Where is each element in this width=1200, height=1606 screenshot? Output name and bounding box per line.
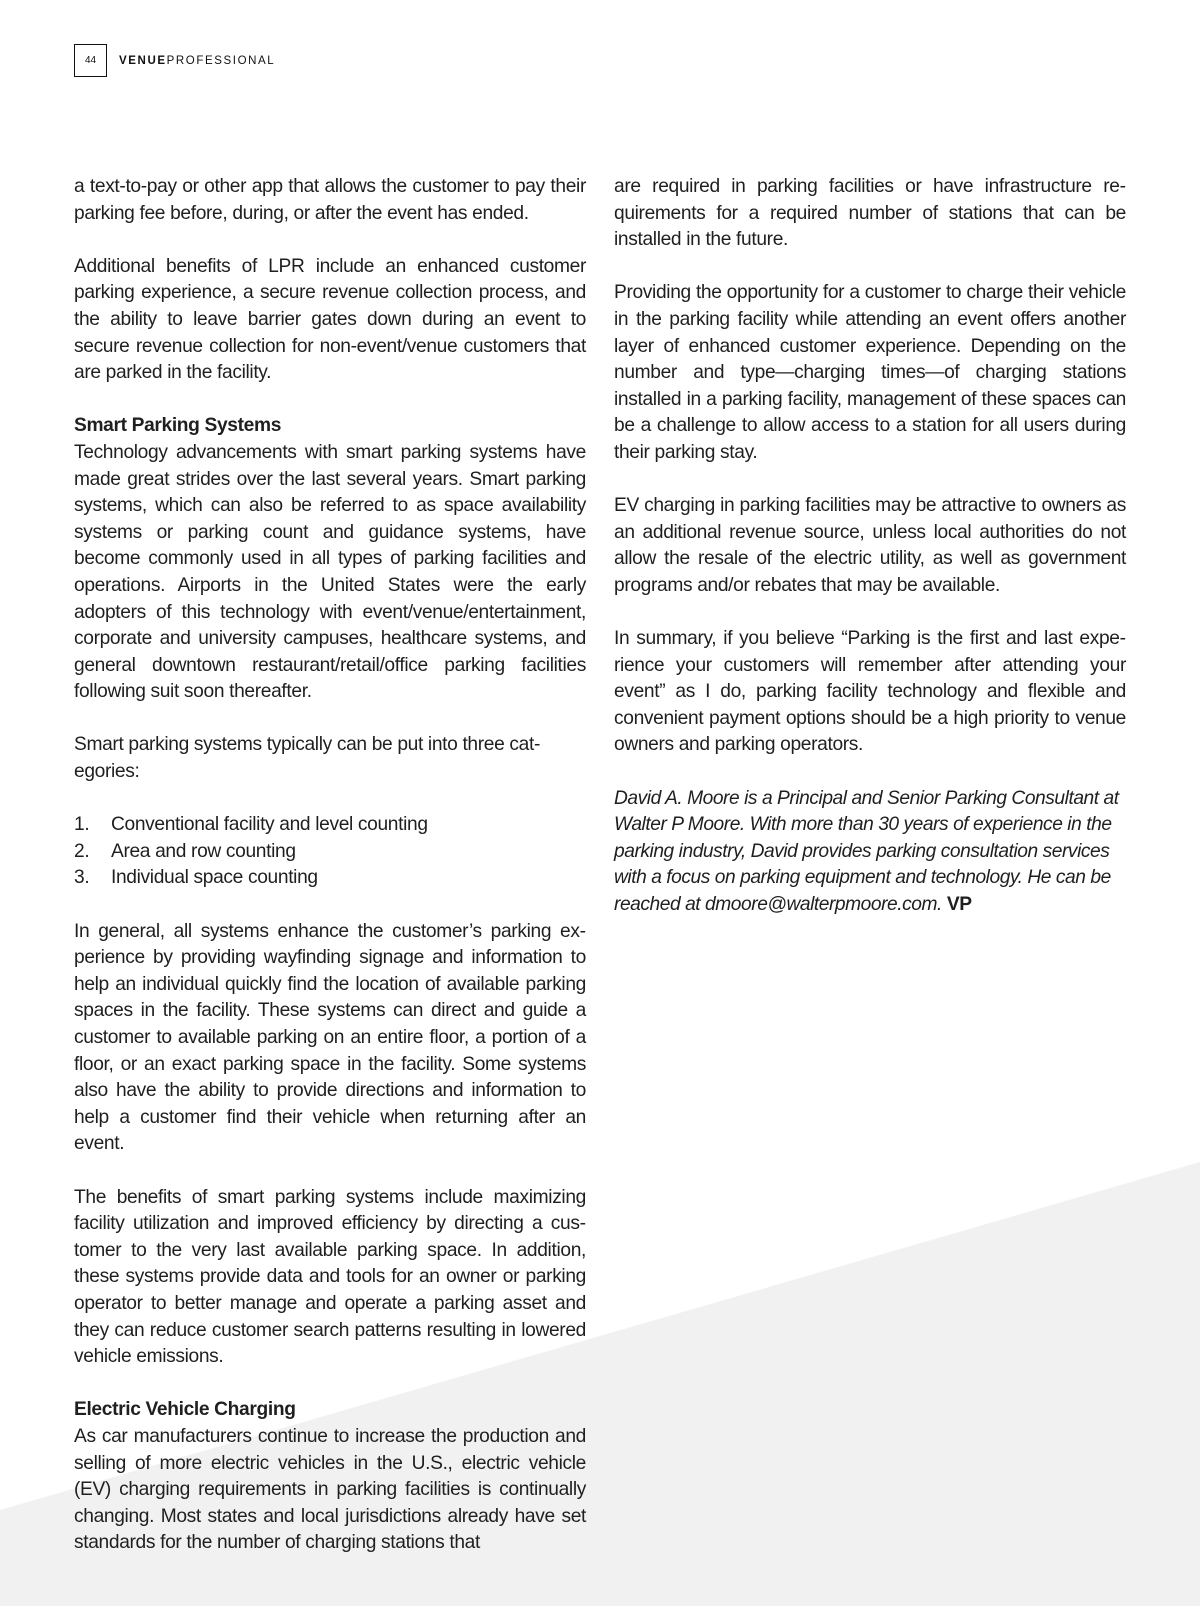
paragraph: In summary, if you believe “Parking is the first and last experience your customers will remember after attending your event” as I do, parking facility technology and flexible and convenient payment options should be a high priority to venue owners and parking operators. xyxy=(614,628,1126,756)
author-bio xyxy=(614,786,1126,919)
left-column xyxy=(74,174,586,1583)
list-item xyxy=(74,812,586,839)
section-heading-smart-parking: Smart Parking Systems xyxy=(74,415,282,437)
list-item xyxy=(74,839,586,866)
numbered-list xyxy=(74,812,586,892)
paragraph: Providing the opportunity for a customer to charge their vehicle in the parking facility while attending an event offers another layer of enhanced customer experience. Depending on the number and type—charging times—of charging stations installed in a parking facility, management of these spaces can be a challenge to allow access to a station for all users during their parking stay. xyxy=(614,282,1126,463)
list-number: 2. xyxy=(74,840,90,862)
paragraph: EV charging in parking facilities may be attractive to owners as an additional revenue source, unless local authorities do not allow the resale of the electric utility, as well as government programs and/or rebates that may be available. xyxy=(614,495,1126,596)
page-number: 44 xyxy=(74,44,107,77)
end-mark: VP xyxy=(946,894,972,916)
list-item xyxy=(74,865,586,892)
paragraph: The benefits of smart parking systems include maximizing facility utilization and improved efficiency by directing a customer to the very last available parking space. In addition, these systems provide data and tools for an owner or parking operator to better manage and operate a parking asset and they can reduce customer search patterns resulting in lowered vehicle emissions. xyxy=(74,1186,586,1368)
brand-strong: VENUE xyxy=(119,54,167,67)
author-bio-text: David A. Moore is a Principal and Senior Parking Consultant at Walter P Moore. With more than 30 years of experience in the parking industry, David provides parking consultation services with a focus on parking equipment and technology. He can be reached at dmoore@walterpmoore.com. xyxy=(614,787,1119,916)
list-text: Individual space counting xyxy=(111,867,318,889)
section-heading-ev-charging: Electric Vehicle Charging xyxy=(74,1399,296,1421)
paragraph: a text-to-pay or other app that allows the customer to pay their parking fee before, during, or after the event has ended. xyxy=(74,176,586,224)
list-text: Conventional facility and level counting xyxy=(111,814,428,836)
list-intro: Smart parking systems typically can be put into three categories: xyxy=(74,734,541,783)
paragraph: Technology advancements with smart parking systems have made great strides over the last several years. Smart parking systems, which can also be referred to as space availability systems or parking count and guidance systems, have become commonly used in all types of parking facilities and operations. Airports in the United States were the early adopters of this technology with event/venue/entertainment, corporate and university campuses, healthcare systems, and general downtown restaurant/retail/office parking facilities following suit soon thereafter. xyxy=(74,441,586,703)
paragraph: In general, all systems enhance the customer’s parking experience by providing wayfinding signage and information to help an individual quickly find the location of available parking spaces in the facility. These systems can direct and guide a customer to available parking on an entire floor, a portion of a floor, or an exact parking space in the facility. Some systems also have the ability to provide directions and information to help a customer find their vehicle when returning after an event. xyxy=(74,920,586,1155)
brand-light: PROFESSIONAL xyxy=(166,54,276,67)
list-text: Area and row counting xyxy=(111,840,296,862)
paragraph: As car manufacturers continue to increase the production and selling of more electric vehicles in the U.S., electric vehicle (EV) charging requirements in parking facilities is continually changing. Most states and local jurisdictions already have set standards for the number of charging stations that xyxy=(74,1425,586,1554)
list-number: 3. xyxy=(74,867,90,889)
list-number: 1. xyxy=(74,814,90,836)
paragraph: are required in parking facilities or have infrastructure requirements for a required number of stations that can be installed in the future. xyxy=(614,176,1126,251)
magazine-brand xyxy=(119,55,275,67)
right-column xyxy=(614,174,1126,945)
page-header xyxy=(74,44,275,77)
paragraph: Additional benefits of LPR include an enhanced customer parking experience, a secure revenue collection process, and the ability to leave barrier gates down during an event to secure revenue collection for non-event/venue customers that are parked in the facility. xyxy=(74,255,586,384)
